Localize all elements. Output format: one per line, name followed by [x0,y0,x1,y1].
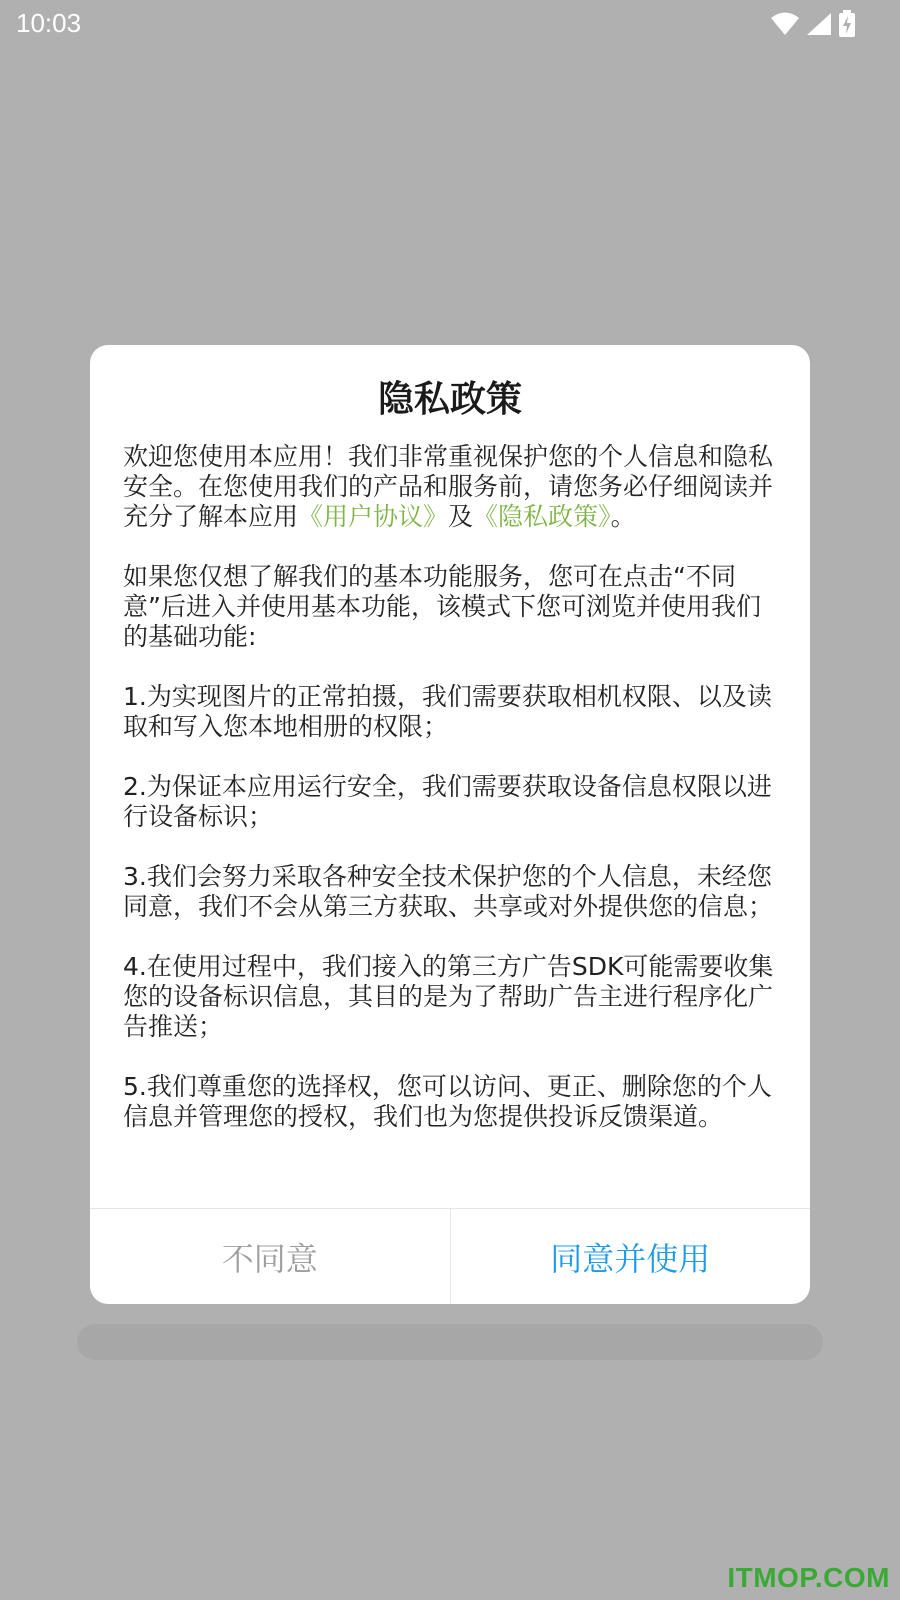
status-time: 10:03 [16,8,82,38]
policy-item-3: 3.我们会努力采取各种安全技术保护您的个人信息，未经您同意，我们不会从第三方获取、共享或对外提供您的信息； [123,862,774,921]
privacy-policy-link[interactable]: 《隐私政策》 [473,502,611,531]
policy-item-4: 4.在使用过程中，我们接入的第三方广告SDK可能需要收集您的设备标识信息，其目的是为了帮助广告主进行程序化广告推送； [123,952,774,1041]
status-icons [770,10,856,38]
policy-item-2: 2.为保证本应用运行安全，我们需要获取设备信息权限以进行设备标识； [123,772,772,831]
policy-item-1: 1.为实现图片的正常拍摄，我们需要获取相机权限、以及读取和写入您本地相册的权限； [123,682,772,741]
policy-item-5: 5.我们尊重您的选择权，您可以访问、更正、删除您的个人信息并管理您的授权，我们也为您提供投诉反馈渠道。 [123,1072,772,1131]
dialog-footer [90,1208,810,1304]
wifi-icon [770,12,800,36]
watermark: ITMOP.COM [727,1562,890,1593]
battery-charging-icon [838,10,856,38]
agree-and-use-button[interactable]: 同意并使用 [550,1240,711,1278]
background-bar [77,1324,823,1360]
basic-mode-paragraph: 如果您仅想了解我们的基本功能服务，您可在点击“不同意”后进入并使用基本功能，该模式下您可浏览并使用我们的基础功能: [123,562,761,651]
intro-text: 欢迎您使用本应用！我们非常重视保护您的个人信息和隐私安全。在您使用我们的产品和服务前，请您务必仔细阅读并充分了解本应用 [123,442,774,531]
privacy-dialog [90,345,810,1304]
user-agreement-link[interactable]: 《用户协议》 [298,502,449,531]
cell-signal-icon [806,12,832,36]
intro-end: 。 [610,502,636,531]
dialog-title: 隐私政策 [377,379,522,420]
intro-paragraph [123,442,779,532]
disagree-button[interactable]: 不同意 [90,1209,451,1304]
intro-conjunction: 及 [448,502,474,531]
dialog-body [123,442,779,1162]
status-bar [0,0,900,50]
